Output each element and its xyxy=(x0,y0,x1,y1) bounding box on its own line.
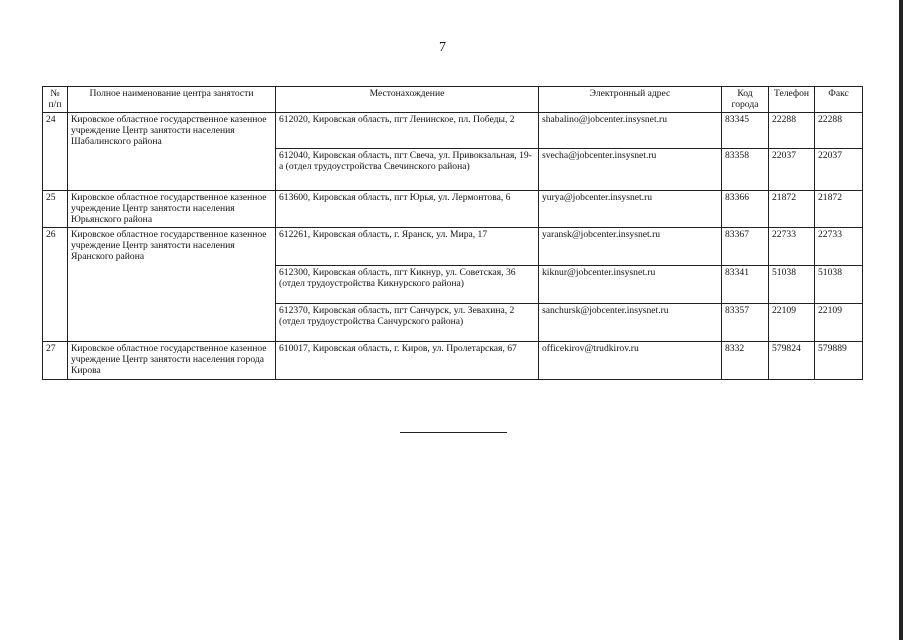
office-email: officekirov@trudkirov.ru xyxy=(539,342,722,380)
office-phone: 22288 xyxy=(769,113,815,149)
header-fax: Факс xyxy=(815,87,863,113)
row-num: 26 xyxy=(43,228,68,342)
office-fax: 51038 xyxy=(815,266,863,304)
office-code: 83345 xyxy=(722,113,769,149)
office-address: 612020, Кировская область, пгт Ленинское, пл. Победы, 2 xyxy=(276,113,539,149)
table-row xyxy=(43,113,863,149)
office-address: 612040, Кировская область, пгт Свеча, ул. Привокзальная, 19-а (отдел трудоустройства Свечинского района) xyxy=(276,149,539,191)
office-code: 83366 xyxy=(722,191,769,228)
office-code: 8332 xyxy=(722,342,769,380)
office-address: 610017, Кировская область, г. Киров, ул. Пролетарская, 67 xyxy=(276,342,539,380)
office-fax: 22288 xyxy=(815,113,863,149)
office-address: 612261, Кировская область, г. Яранск, ул. Мира, 17 xyxy=(276,228,539,266)
office-code: 83357 xyxy=(722,304,769,342)
office-code: 83341 xyxy=(722,266,769,304)
office-email: kiknur@jobcenter.insysnet.ru xyxy=(539,266,722,304)
row-num: 27 xyxy=(43,342,68,380)
header-row xyxy=(43,87,863,113)
table-row xyxy=(43,191,863,228)
row-num: 24 xyxy=(43,113,68,191)
center-name: Кировское областное государственное казенное учреждение Центр занятости населения города Кирова xyxy=(68,342,276,380)
office-email: yaransk@jobcenter.insysnet.ru xyxy=(539,228,722,266)
header-num: № п/п xyxy=(43,87,68,113)
header-phone: Телефон xyxy=(769,87,815,113)
office-address: 613600, Кировская область, пгт Юрья, ул. Лермонтова, 6 xyxy=(276,191,539,228)
office-code: 83367 xyxy=(722,228,769,266)
job-centers-table xyxy=(42,86,863,380)
table-row xyxy=(43,342,863,380)
office-fax: 579889 xyxy=(815,342,863,380)
header-name: Полное наименование центра занятости xyxy=(68,87,276,113)
table-row xyxy=(43,228,863,266)
office-email: svecha@jobcenter.insysnet.ru xyxy=(539,149,722,191)
office-fax: 22037 xyxy=(815,149,863,191)
office-fax: 22733 xyxy=(815,228,863,266)
office-address: 612300, Кировская область, пгт Кикнур, ул. Советская, 36 (отдел трудоустройства Кикнурского района) xyxy=(276,266,539,304)
office-email: shabalino@jobcenter.insysnet.ru xyxy=(539,113,722,149)
office-code: 83358 xyxy=(722,149,769,191)
row-num: 25 xyxy=(43,191,68,228)
page-number: 7 xyxy=(439,40,446,55)
header-email: Электронный адрес xyxy=(539,87,722,113)
office-fax: 22109 xyxy=(815,304,863,342)
office-phone: 51038 xyxy=(769,266,815,304)
office-address: 612370, Кировская область, пгт Санчурск, ул. Зевахина, 2 (отдел трудоустройства Санчурского района) xyxy=(276,304,539,342)
office-phone: 579824 xyxy=(769,342,815,380)
center-name: Кировское областное государственное казенное учреждение Центр занятости населения Шабалинского района xyxy=(68,113,276,191)
scan-edge-line xyxy=(899,0,903,640)
office-fax: 21872 xyxy=(815,191,863,228)
header-code: Код города xyxy=(722,87,769,113)
office-phone: 22037 xyxy=(769,149,815,191)
center-name: Кировское областное государственное казенное учреждение Центр занятости населения Яранского района xyxy=(68,228,276,342)
office-phone: 22733 xyxy=(769,228,815,266)
header-location: Местонахождение xyxy=(276,87,539,113)
end-of-document-rule xyxy=(400,432,507,433)
office-email: yurya@jobcenter.insysnet.ru xyxy=(539,191,722,228)
center-name: Кировское областное государственное казенное учреждение Центр занятости населения Юрьянского района xyxy=(68,191,276,228)
office-phone: 21872 xyxy=(769,191,815,228)
office-phone: 22109 xyxy=(769,304,815,342)
office-email: sanchursk@jobcenter.insysnet.ru xyxy=(539,304,722,342)
